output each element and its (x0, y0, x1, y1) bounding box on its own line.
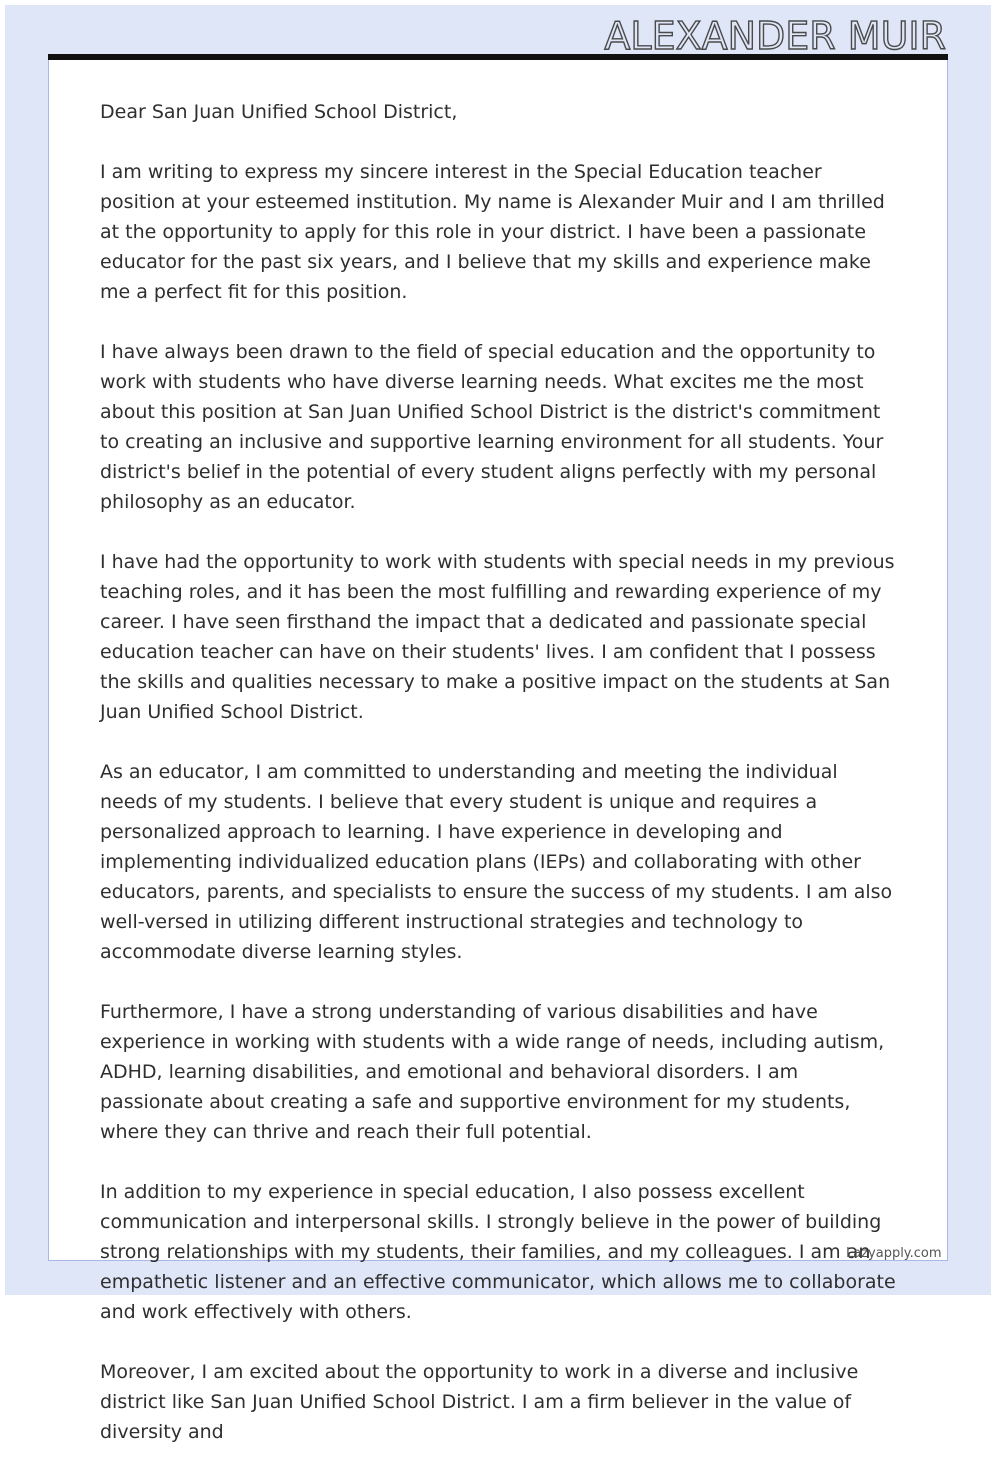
cover-letter-body (100, 97, 900, 1477)
paragraph-3: I have had the opportunity to work with students with special needs in my previous teaching roles, and it has been the most fulfilling and rewarding experience of my career. I have seen firsthand the impact that a dedicated and passionate special education teacher can have on their students' lives. I am confident that I possess the skills and qualities necessary to make a positive impact on the students at San Juan Unified School District. (100, 551, 895, 723)
applicant-name: ALEXANDER MUIR (604, 14, 946, 58)
paragraph-1: I am writing to express my sincere interest in the Special Education teacher position at your esteemed institution. My name is Alexander Muir and I am thrilled at the opportunity to apply for this role in your district. I have been a passionate educator for the past six years, and I believe that my skills and experience make me a perfect fit for this position. (100, 161, 885, 303)
paragraph-4: As an educator, I am committed to understanding and meeting the individual needs of my students. I believe that every student is unique and requires a personalized approach to learning. I have experience in developing and implementing individualized education plans (IEPs) and collaborating with other educators, parents, and specialists to ensure the success of my students. I am also well-versed in utilizing different instructional strategies and technology to accommodate diverse learning styles. (100, 761, 893, 963)
paragraph-2: I have always been drawn to the field of special education and the opportunity to work with students who have diverse learning needs. What excites me the most about this position at San Juan Unified School District is the district's commitment to creating an inclusive and supportive learning environment for all students. Your district's belief in the potential of every student aligns perfectly with my personal philosophy as an educator. (100, 341, 884, 513)
paragraph-7: Moreover, I am excited about the opportunity to work in a diverse and inclusive district like San Juan Unified School District. I am a firm believer in the value of diversity and (100, 1361, 859, 1443)
watermark: Lazyapply.com (846, 1246, 942, 1261)
paragraph-5: Furthermore, I have a strong understanding of various disabilities and have experience in working with students with a wide range of needs, including autism, ADHD, learning disabilities, and emotional and behavioral disorders. I am passionate about creating a safe and supportive environment for my students, where they can thrive and reach their full potential. (100, 1001, 885, 1143)
paragraph-6: In addition to my experience in special education, I also possess excellent communication and interpersonal skills. I strongly believe in the power of building strong relationships with my students, their families, and my colleagues. I am an empathetic listener and an effective communicator, which allows me to collaborate and work effectively with others. (100, 1181, 896, 1323)
salutation: Dear San Juan Unified School District, (100, 101, 458, 123)
